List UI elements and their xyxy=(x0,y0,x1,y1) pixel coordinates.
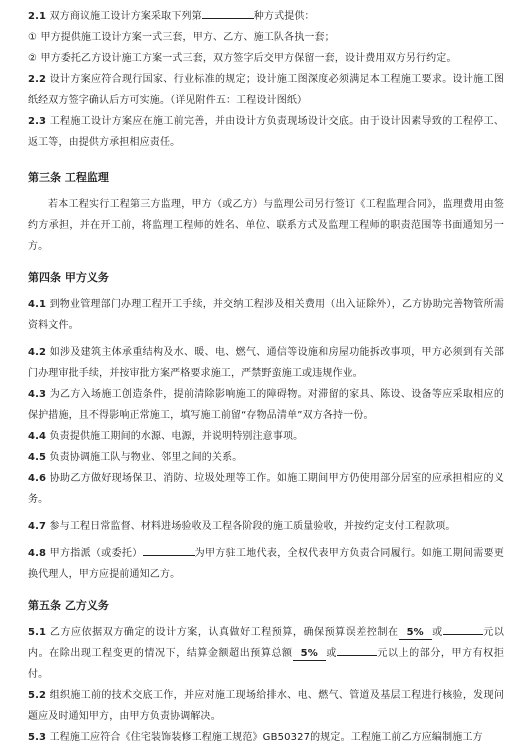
clause-text: 甲方指派（或委托） xyxy=(49,548,143,559)
article-4-heading: 第四条 甲方义务 xyxy=(28,271,109,284)
clause-text: 工程施工设计方案应在施工前完善，并由设计方负责现场设计交底。由于设计因素导致的工程停工、返工等，由提供方承担相应责任。 xyxy=(28,116,504,148)
clause-number: 4.6 xyxy=(28,473,47,484)
amount-blank-field-2[interactable] xyxy=(337,644,377,656)
article-5-heading: 第五条 乙方义务 xyxy=(28,599,109,612)
clause-number: 4.8 xyxy=(28,548,47,559)
clause-2-1 xyxy=(28,6,504,27)
clause-4-8 xyxy=(28,543,504,585)
option-1: ① 甲方提供施工设计方案一式三套，甲方、乙方、施工队各执一套； xyxy=(28,32,335,43)
clause-text: 如涉及建筑主体承重结构及水、暖、电、燃气、通信等设施和房屋功能拆改事项，甲方必须到有关部门办理审批手续，并按审批方案严格要求施工，严禁野蛮施工或违规作业。 xyxy=(28,347,504,379)
clause-5-1 xyxy=(28,622,504,685)
representative-blank-field[interactable] xyxy=(143,544,195,556)
percent-fill-2[interactable]: 5% xyxy=(293,648,326,661)
clause-text: 到物业管理部门办理工程开工手续，并交纳工程涉及相关费用（出入证除外），乙方协助完善物管所需资料文件。 xyxy=(28,299,504,331)
clause-text: 为乙方入场施工创造条件，提前清除影响施工的障碍物。对滞留的家具、陈设、设备等应采取相应的保护措施，且不得影响正常施工，填写施工前留“存物品清单”双方各持一份。 xyxy=(28,389,504,421)
clause-4-7 xyxy=(28,516,504,537)
clause-text: 双方商议施工设计方案采取下列第 xyxy=(49,11,202,22)
clause-number: 4.7 xyxy=(28,521,47,532)
clause-4-6 xyxy=(28,468,504,510)
clause-text: 乙方应依据双方确定的设计方案，认真做好工程预算，确保预算误差控制在 xyxy=(49,627,399,638)
clause-number: 4.3 xyxy=(28,389,47,400)
clause-number: 5.3 xyxy=(28,732,47,743)
clause-text: 为甲方驻工地代表，全权代表甲方负责合同履行。如施工期间需要更换代理人，甲方应提前通知乙方。 xyxy=(28,548,504,580)
amount-blank-field-1[interactable] xyxy=(443,623,483,635)
clause-text: 组织施工前的技术交底工作，并应对施工现场给排水、电、燃气、管道及基层工程进行核验，发现问题应及时通知甲方，由甲方负责协调解决。 xyxy=(28,690,504,722)
clause-text: 协助乙方做好现场保卫、消防、垃圾处理等工作。如施工期间甲方仍使用部分居室的应承担相应的义务。 xyxy=(28,473,504,505)
clause-4-4 xyxy=(28,426,504,447)
clause-number: 2.1 xyxy=(28,11,47,22)
clause-text: 负责提供施工期间的水源、电源，并说明特别注意事项。 xyxy=(49,431,304,442)
clause-5-3 xyxy=(28,727,504,748)
clause-text: 元以内。在除出现工程变更的情况下，结算金额超出预算总额 xyxy=(28,627,504,659)
clause-text: 负责协调施工队与物业、邻里之间的关系。 xyxy=(49,452,243,463)
clause-number: 4.2 xyxy=(28,347,47,358)
clause-2-2 xyxy=(28,69,504,111)
article-3-text: 若本工程实行工程第三方监理，甲方（或乙方）与监理公司另行签订《工程监理合同》，监理费用由签约方承担，并在开工前，将监理工程师的姓名、单位、联系方式及监理工程师的职责范围等书面通知另一方。 xyxy=(28,199,504,252)
clause-4-3 xyxy=(28,384,504,426)
clause-4-5 xyxy=(28,447,504,468)
clause-text: 设计方案应符合现行国家、行业标准的规定；设计施工图深度必须满足本工程施工要求。设计施工图纸经双方签字确认后方可实施。（详见附件五：工程设计图纸） xyxy=(28,74,504,106)
clause-text: 或 xyxy=(325,648,337,659)
article-3-heading: 第三条 工程监理 xyxy=(28,171,109,184)
percent-fill-1[interactable]: 5% xyxy=(399,627,432,640)
clause-number: 4.4 xyxy=(28,431,47,442)
clause-number: 5.2 xyxy=(28,690,47,701)
clause-number: 2.2 xyxy=(28,74,47,85)
option-2: ② 甲方委托乙方设计施工方案一式三套，双方签字后交甲方保留一套，设计费用双方另行约定。 xyxy=(28,53,457,64)
clause-4-2 xyxy=(28,342,504,384)
clause-number: 5.1 xyxy=(28,627,47,638)
clause-number: 4.1 xyxy=(28,299,47,310)
clause-text: 种方式提供： xyxy=(253,11,315,22)
clause-number: 2.3 xyxy=(28,116,47,127)
clause-text: 或 xyxy=(431,627,443,638)
clause-text: 工程施工应符合《住宅装饰装修工程施工规范》GB50327的规定。工程施工前乙方应编制施工方 xyxy=(49,732,483,743)
clause-2-3 xyxy=(28,111,504,153)
clause-text: 元以上的部分，甲方有权拒付。 xyxy=(28,648,504,680)
clause-5-2 xyxy=(28,685,504,727)
clause-number: 4.5 xyxy=(28,452,47,463)
clause-text: 参与工程日常监督、材料进场验收及工程各阶段的施工质量验收，并按约定支付工程款项。 xyxy=(49,521,456,532)
blank-field[interactable] xyxy=(202,7,254,19)
clause-4-1 xyxy=(28,294,504,336)
